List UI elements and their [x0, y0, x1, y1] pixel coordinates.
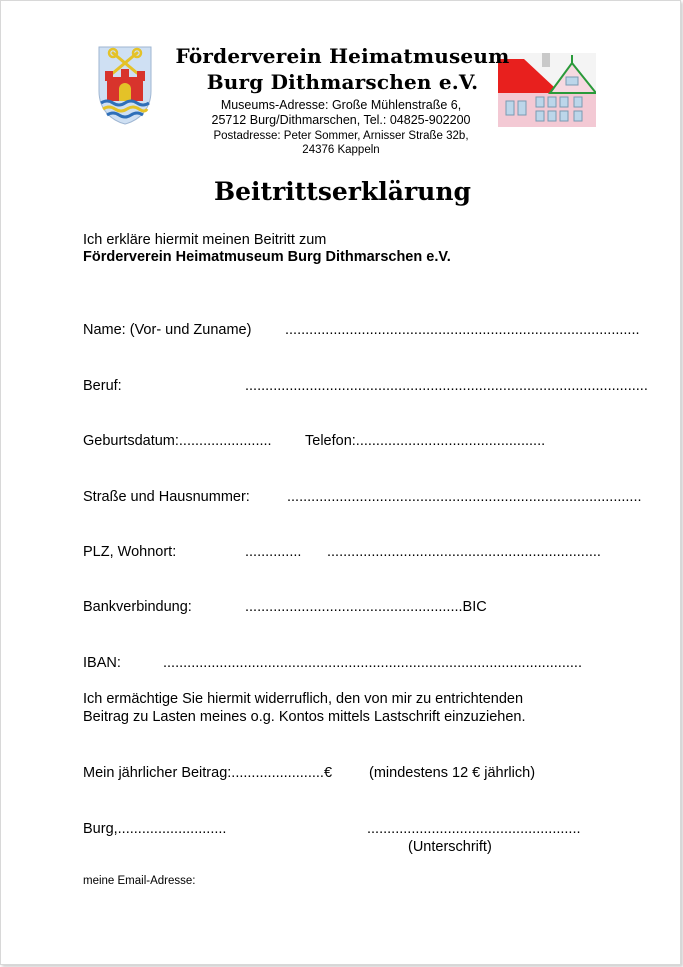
- name-label: Name: (Vor- und Zuname): [83, 322, 252, 338]
- plz-wohnort-label: PLZ, Wohnort:: [83, 544, 177, 560]
- beitrag-note: (mindestens 12 € jährlich): [369, 765, 536, 781]
- name-field[interactable]: ........................................................................................: [285, 322, 640, 338]
- strasse-label: Straße und Hausnummer:: [83, 489, 250, 505]
- telefon-field[interactable]: Telefon:...............................................: [305, 433, 546, 449]
- strasse-field[interactable]: ........................................................................................: [287, 489, 642, 505]
- email-label: meine Email-Adresse:: [83, 875, 196, 887]
- postal-address-line2: 24376 Kappeln: [302, 144, 380, 156]
- wohnort-field[interactable]: ....................................................................: [327, 544, 601, 560]
- bankverbindung-field[interactable]: ......................................................BIC: [245, 599, 487, 615]
- intro-line1: Ich erkläre hiermit meinen Beitritt zum: [83, 232, 327, 248]
- organisation-name-line2: Burg Dithmarschen e.V.: [206, 70, 479, 94]
- beruf-label: Beruf:: [83, 378, 122, 394]
- signature-field[interactable]: .....................................................: [367, 821, 581, 837]
- form-title: Beitrittserklärung: [213, 177, 472, 206]
- postal-address-line1: Postadresse: Peter Sommer, Arnisser Straße 32b,: [213, 130, 469, 142]
- mandate-line1: Ich ermächtige Sie hiermit widerruflich, den von mir zu entrichtenden: [83, 691, 524, 707]
- place-date-field[interactable]: Burg,...........................: [83, 821, 227, 837]
- museum-address-line2: 25712 Burg/Dithmarschen, Tel.: 04825-902200: [211, 113, 471, 127]
- museum-address-line1: Museums-Adresse: Große Mühlenstraße 6,: [220, 98, 462, 112]
- intro-line2: Förderverein Heimatmuseum Burg Dithmarschen e.V.: [83, 249, 451, 265]
- bankverbindung-label: Bankverbindung:: [83, 599, 192, 615]
- iban-field[interactable]: ........................................................................................................: [163, 655, 582, 671]
- beruf-field[interactable]: ....................................................................................................: [245, 378, 648, 394]
- plz-field[interactable]: ..............: [245, 544, 302, 560]
- iban-label: IBAN:: [83, 655, 121, 671]
- mandate-line2: Beitrag zu Lasten meines o.g. Kontos mittels Lastschrift einzuziehen.: [83, 709, 526, 725]
- beitrag-field[interactable]: Mein jährlicher Beitrag:.......................€: [83, 765, 333, 781]
- geburtsdatum-field[interactable]: Geburtsdatum:.......................: [83, 433, 272, 449]
- organisation-name-line1: Förderverein Heimatmuseum: [175, 44, 510, 68]
- signature-caption: (Unterschrift): [408, 839, 492, 855]
